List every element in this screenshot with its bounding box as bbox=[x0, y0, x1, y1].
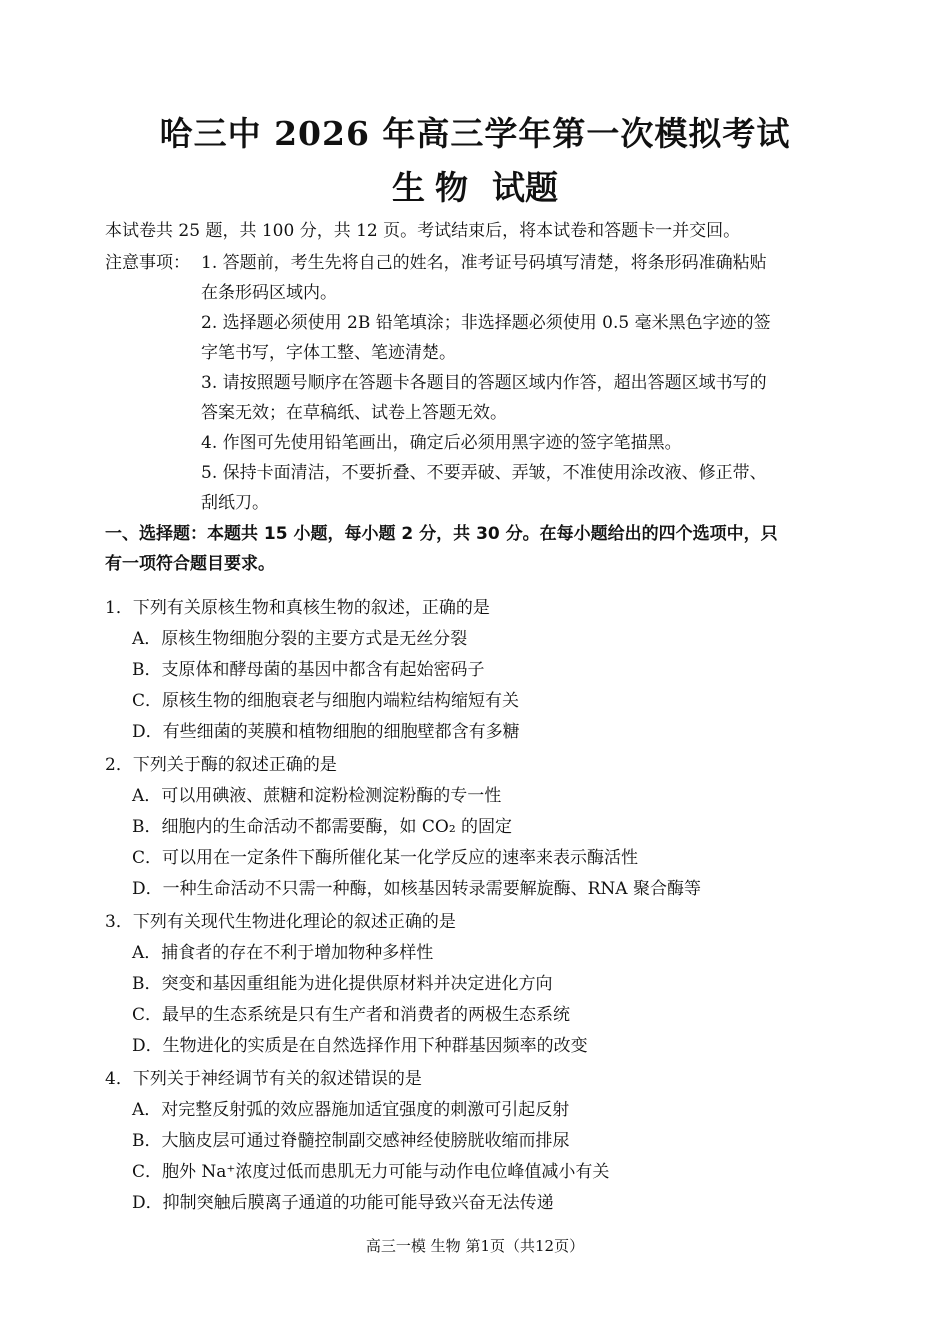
notice-line: 3. 请按照题号顺序在答题卡各题目的答题区域内作答，超出答题区域书写的 bbox=[201, 373, 767, 393]
question-option: B．支原体和酵母菌的基因中都含有起始密码子 bbox=[132, 660, 485, 680]
notice-line: 5. 保持卡面清洁，不要折叠、不要弄破、弄皱，不准使用涂改液、修正带、 bbox=[201, 463, 767, 483]
question-option: A．原核生物细胞分裂的主要方式是无丝分裂 bbox=[132, 629, 468, 649]
question-option: D．生物进化的实质是在自然选择作用下种群基因频率的改变 bbox=[132, 1036, 588, 1056]
notice-line: 在条形码区域内。 bbox=[201, 283, 337, 303]
question-option: C．胞外 Na⁺浓度过低而患肌无力可能与动作电位峰值减小有关 bbox=[132, 1162, 610, 1182]
question-option: A．对完整反射弧的效应器施加适宜强度的刺激可引起反射 bbox=[132, 1100, 570, 1120]
question-option: D．抑制突触后膜离子通道的功能可能导致兴奋无法传递 bbox=[132, 1193, 554, 1213]
notice-line: 刮纸刀。 bbox=[201, 493, 269, 513]
subject-suffix: 试题 bbox=[492, 168, 558, 207]
question-option: D．一种生命活动不只需一种酶，如核基因转录需要解旋酶、RNA 聚合酶等 bbox=[132, 879, 701, 899]
notice-line: 4. 作图可先使用铅笔画出，确定后必须用黑字迹的签字笔描黑。 bbox=[201, 433, 682, 453]
notice-line: 1. 答题前，考生先将自己的姓名，准考证号码填写清楚，将条形码准确粘贴 bbox=[201, 253, 767, 273]
question-option: C．原核生物的细胞衰老与细胞内端粒结构缩短有关 bbox=[132, 691, 520, 711]
intro-text: 本试卷共 25 题，共 100 分，共 12 页。考试结束后，将本试卷和答题卡一并交回。 bbox=[105, 221, 741, 241]
notice-line: 字笔书写，字体工整、笔迹清楚。 bbox=[201, 343, 456, 363]
question-option: C．可以用在一定条件下酶所催化某一化学反应的速率来表示酶活性 bbox=[132, 848, 639, 868]
exam-title: 哈三中 2026 年高三学年第一次模拟考试 bbox=[159, 114, 791, 153]
question-stem: 3．下列有关现代生物进化理论的叙述正确的是 bbox=[105, 912, 456, 932]
notice-line: 答案无效；在草稿纸、试卷上答题无效。 bbox=[201, 403, 507, 423]
question-option: B．大脑皮层可通过脊髓控制副交感神经使膀胱收缩而排尿 bbox=[132, 1131, 570, 1151]
notice-line: 2. 选择题必须使用 2B 铅笔填涂；非选择题必须使用 0.5 毫米黑色字迹的签 bbox=[201, 313, 771, 333]
section-heading-line1: 一、选择题：本题共 15 小题，每小题 2 分，共 30 分。在每小题给出的四个选项中，只 bbox=[105, 524, 778, 544]
question-stem: 2．下列关于酶的叙述正确的是 bbox=[105, 755, 337, 775]
section-heading-line2: 有一项符合题目要求。 bbox=[105, 554, 275, 574]
question-option: D．有些细菌的荚膜和植物细胞的细胞壁都含有多糖 bbox=[132, 722, 520, 742]
notice-label: 注意事项： bbox=[105, 253, 190, 273]
subject-name: 生物 bbox=[392, 168, 478, 207]
question-option: B．突变和基因重组能为进化提供原材料并决定进化方向 bbox=[132, 974, 553, 994]
question-option: C．最早的生态系统是只有生产者和消费者的两极生态系统 bbox=[132, 1005, 571, 1025]
question-option: A．可以用碘液、蔗糖和淀粉检测淀粉酶的专一性 bbox=[132, 786, 502, 806]
question-stem: 4．下列关于神经调节有关的叙述错误的是 bbox=[105, 1069, 422, 1089]
question-option: A．捕食者的存在不利于增加物种多样性 bbox=[132, 943, 434, 963]
question-stem: 1．下列有关原核生物和真核生物的叙述，正确的是 bbox=[105, 598, 490, 618]
page-footer: 高三一模 生物 第1页（共12页） bbox=[365, 1237, 585, 1255]
exam-subtitle bbox=[0, 166, 950, 210]
question-option: B．细胞内的生命活动不都需要酶，如 CO₂ 的固定 bbox=[132, 817, 513, 837]
